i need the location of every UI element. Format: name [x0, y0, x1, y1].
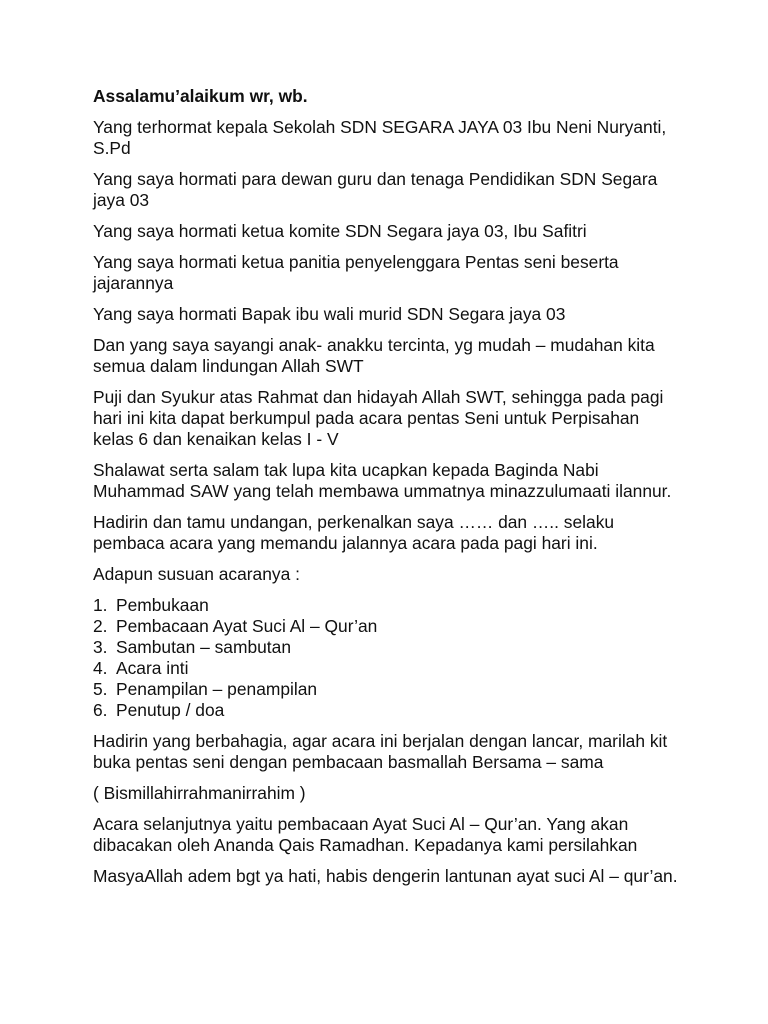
paragraph: Puji dan Syukur atas Rahmat dan hidayah Allah SWT, sehingga pada pagi hari ini kita dapat berkumpul pada acara pentas Seni untuk Perpisahan kelas 6 dan kenaikan kelas I - V [93, 387, 664, 449]
list-number: 2. [93, 616, 108, 636]
paragraph: Yang saya hormati para dewan guru dan tenaga Pendidikan SDN Segara jaya 03 [93, 169, 658, 210]
agenda-heading: Adapun susuan acaranya : [93, 564, 300, 584]
paragraph: Yang saya hormati Bapak ibu wali murid SDN Segara jaya 03 [93, 304, 566, 324]
list-text: Sambutan – sambutan [116, 637, 291, 657]
paragraph: MasyaAllah adem bgt ya hati, habis dengerin lantunan ayat suci Al – qur’an. [93, 866, 678, 886]
paragraph: Hadirin yang berbahagia, agar acara ini berjalan dengan lancar, marilah kit buka pentas seni dengan pembacaan basmallah Bersama – sama [93, 731, 668, 772]
paragraph: Yang saya hormati ketua komite SDN Segara jaya 03, Ibu Safitri [93, 221, 587, 241]
list-number: 1. [93, 595, 108, 615]
list-text: Acara inti [116, 658, 189, 678]
list-text: Penutup / doa [116, 700, 225, 720]
list-item [93, 679, 683, 700]
list-item [93, 658, 683, 679]
list-number: 5. [93, 679, 108, 699]
list-item [93, 616, 683, 637]
list-number: 4. [93, 658, 108, 678]
list-text: Penampilan – penampilan [116, 679, 318, 699]
document-body [93, 86, 683, 897]
paragraph: Yang saya hormati ketua panitia penyelenggara Pentas seni beserta jajarannya [93, 252, 619, 293]
list-text: Pembacaan Ayat Suci Al – Qur’an [116, 616, 378, 636]
list-text: Pembukaan [116, 595, 209, 615]
paragraph: Hadirin dan tamu undangan, perkenalkan saya …… dan ….. selaku pembaca acara yang memandu jalannya acara pada pagi hari ini. [93, 512, 615, 553]
list-number: 3. [93, 637, 108, 657]
paragraph: ( Bismillahirrahmanirrahim ) [93, 783, 306, 803]
paragraph: Acara selanjutnya yaitu pembacaan Ayat Suci Al – Qur’an. Yang akan dibacakan oleh Ananda Qais Ramadhan. Kepadanya kami persilahkan [93, 814, 638, 855]
paragraph: Yang terhormat kepala Sekolah SDN SEGARA JAYA 03 Ibu Neni Nuryanti, S.Pd [93, 117, 667, 158]
list-number: 6. [93, 700, 108, 720]
list-item [93, 637, 683, 658]
greeting: Assalamu’alaikum wr, wb. [93, 86, 308, 106]
paragraph: Dan yang saya sayangi anak- anakku tercinta, yg mudah – mudahan kita semua dalam lindungan Allah SWT [93, 335, 655, 376]
list-item [93, 700, 683, 721]
paragraph: Shalawat serta salam tak lupa kita ucapkan kepada Baginda Nabi Muhammad SAW yang telah membawa ummatnya minazzulumaati ilannur. [93, 460, 672, 501]
list-item [93, 595, 683, 616]
agenda-list [93, 595, 683, 721]
